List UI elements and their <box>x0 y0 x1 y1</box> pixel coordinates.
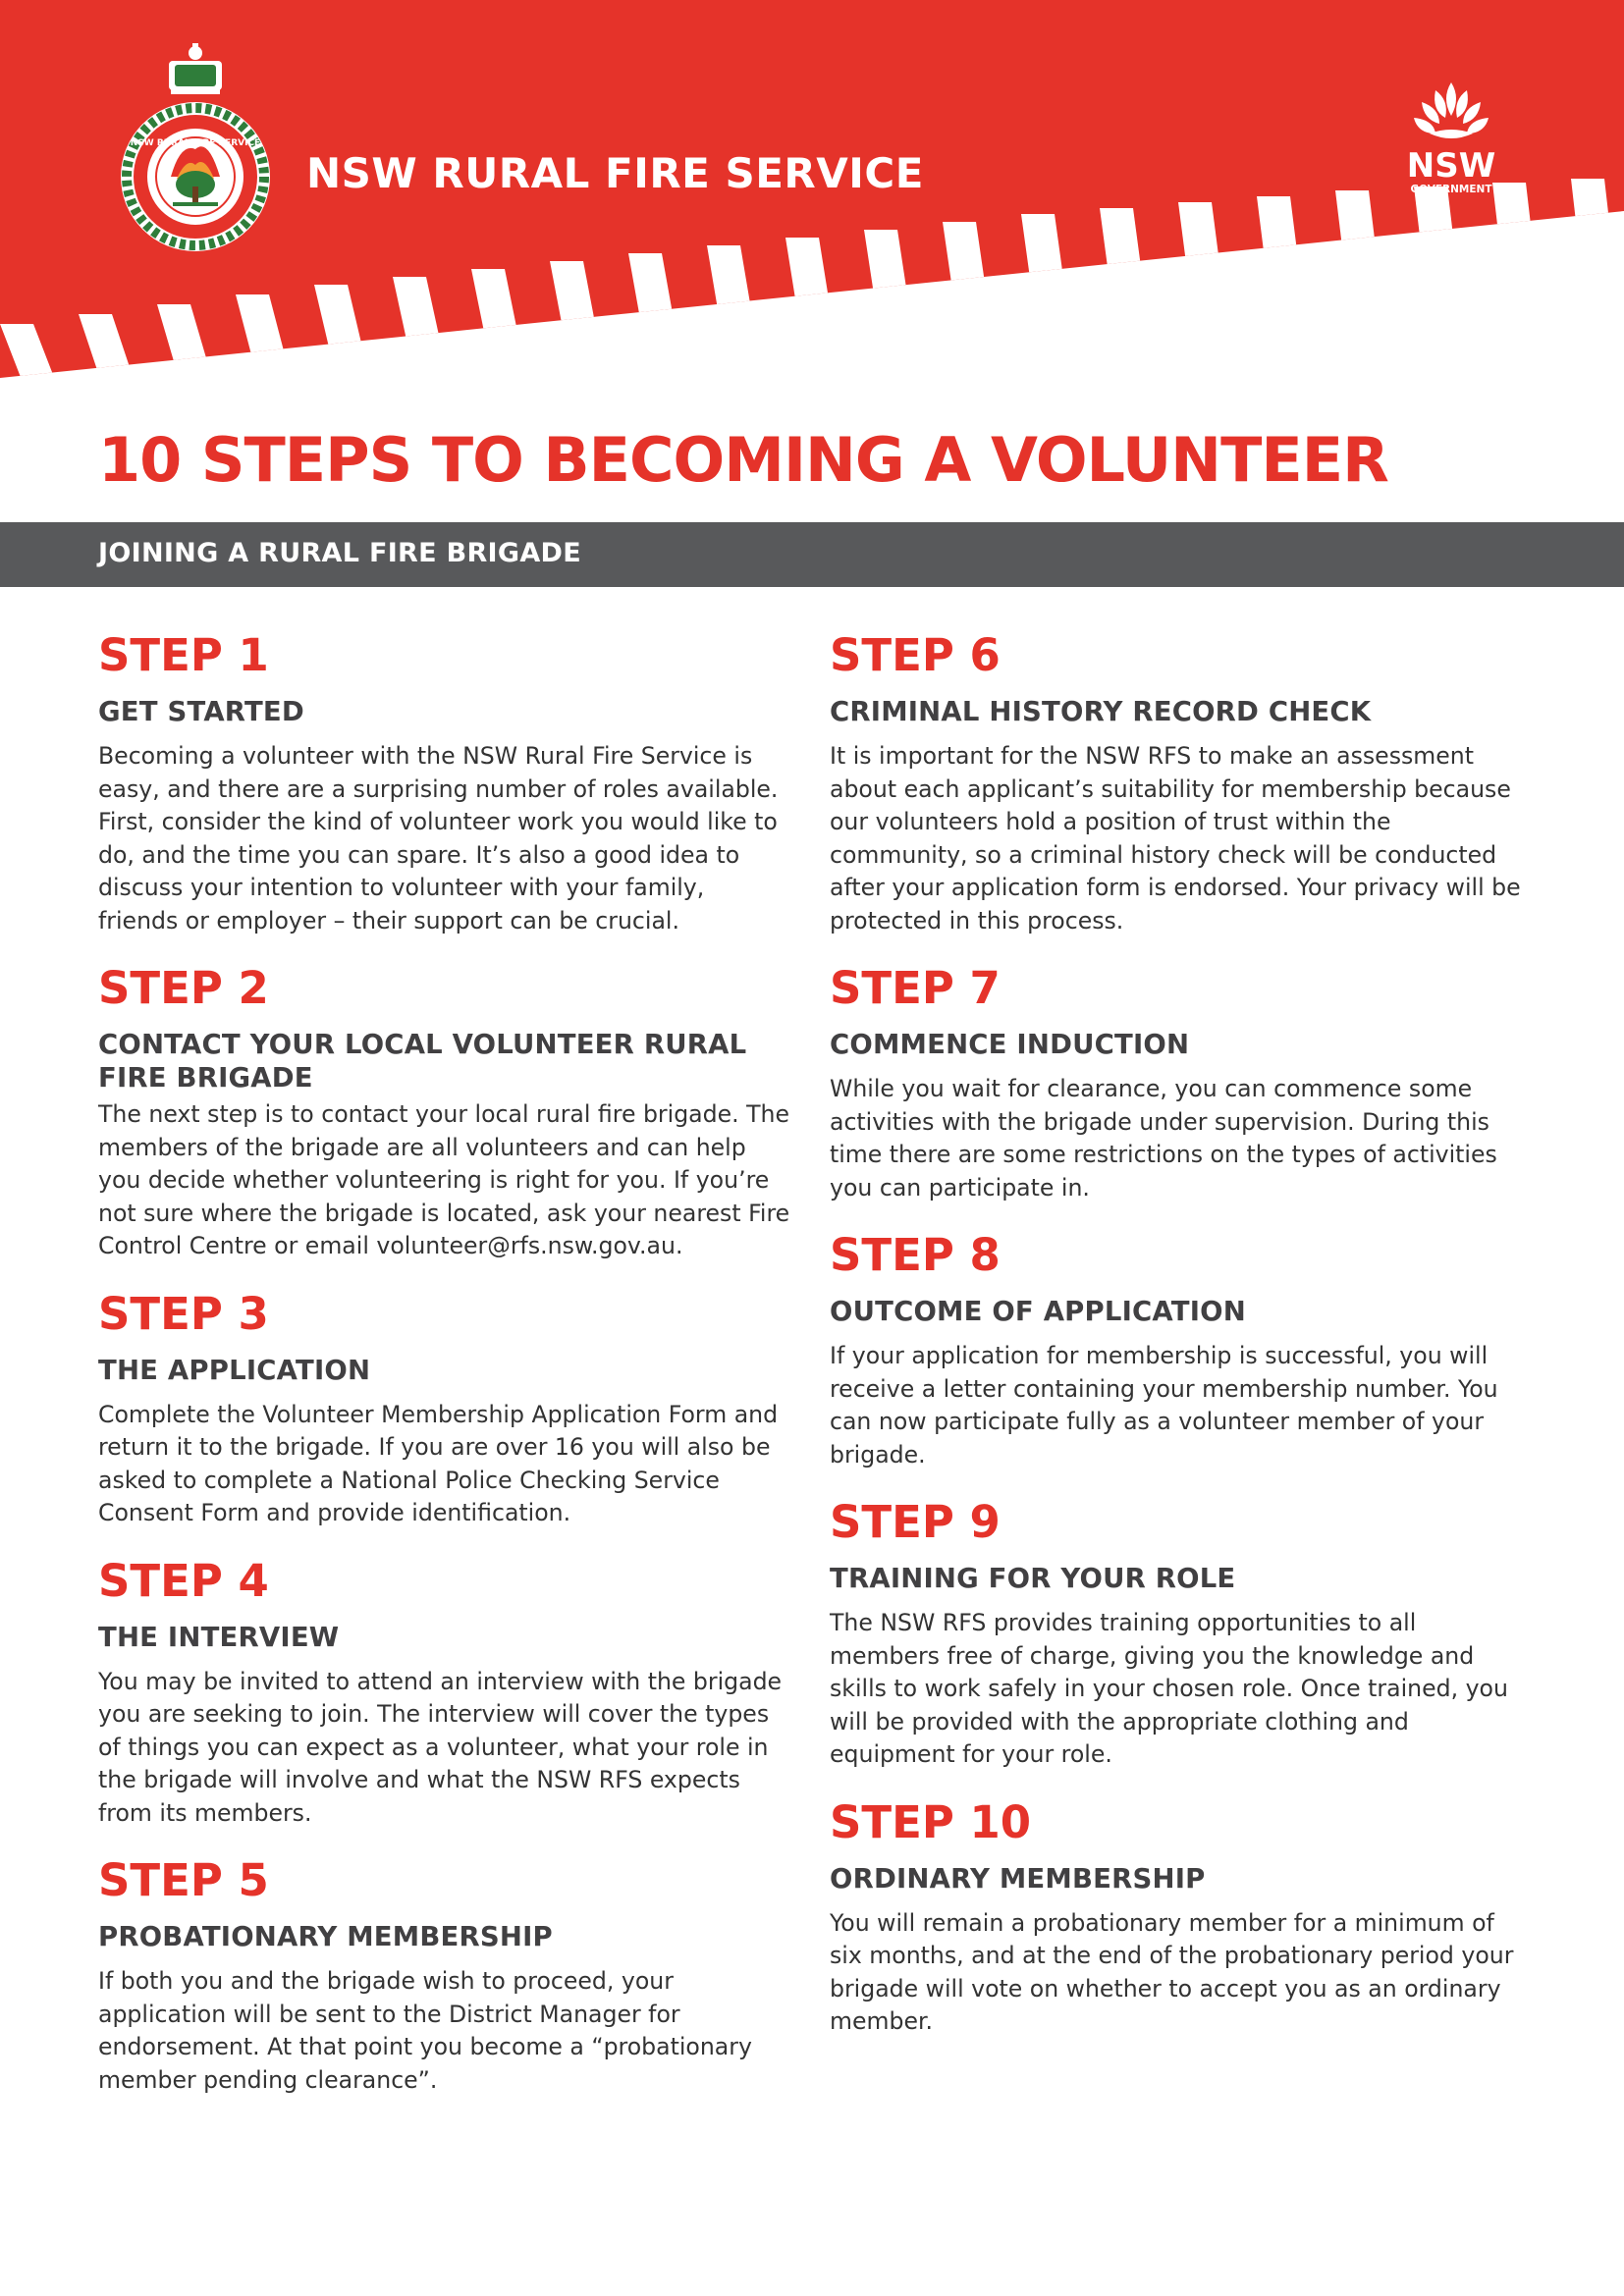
step-number: STEP 6 <box>830 629 1001 681</box>
step-number: STEP 8 <box>830 1229 1001 1281</box>
org-name: NSW RURAL FIRE SERVICE <box>306 149 924 197</box>
step-4 <box>98 1554 790 1831</box>
step-number: STEP 10 <box>830 1795 1032 1848</box>
crown-icon <box>169 43 222 94</box>
step-9 <box>830 1495 1522 1772</box>
right-column <box>830 628 1522 2062</box>
step-body: While you wait for clearance, you can commence some activities with the brigade under supervision. During this time there are some restrictions on the types of activities you can participate in. <box>830 1075 1497 1201</box>
step-body: The NSW RFS provides training opportunities to all members free of charge, giving you the knowledge and skills to work safely in your chosen role. Once trained, you will be provided with the appropriate clothing and equipment for your role. <box>830 1609 1508 1768</box>
step-number: STEP 2 <box>98 962 269 1014</box>
rfs-logo-text: NSW RURAL FIRE SERVICE <box>130 138 261 148</box>
subheading-bar <box>0 522 1624 587</box>
step-7 <box>830 961 1522 1204</box>
nsw-government-logo <box>1392 79 1510 201</box>
step-body: It is important for the NSW RFS to make an assessment about each applicant’s suitability for membership because our volunteers hold a position of trust within the community, so a criminal history check will be conducted after your application form is endorsed. Your privacy will be protected in this process. <box>830 742 1521 934</box>
step-3 <box>98 1287 790 1530</box>
nsw-logo-subtext: GOVERNMENT <box>1410 184 1492 195</box>
step-heading: THE APPLICATION <box>98 1354 371 1386</box>
step-1 <box>98 628 790 937</box>
step-number: STEP 7 <box>830 962 1001 1014</box>
step-heading: COMMENCE INDUCTION <box>830 1029 1190 1060</box>
subheading-text: JOINING A RURAL FIRE BRIGADE <box>98 538 582 568</box>
left-column <box>98 628 790 2120</box>
step-number: STEP 9 <box>830 1496 1001 1548</box>
step-number: STEP 4 <box>98 1554 269 1607</box>
step-number: STEP 1 <box>98 629 269 681</box>
step-body: You will remain a probationary member for a minimum of six months, and at the end of the probationary period your brigade will vote on whether to accept you as an ordinary member. <box>830 1908 1514 2035</box>
waratah-icon <box>1414 82 1489 138</box>
step-body: If your application for membership is successful, you will receive a letter containing your membership number. You can now participate fully as a volunteer member of your brigade. <box>830 1342 1498 1468</box>
step-heading: CRIMINAL HISTORY RECORD CHECK <box>830 696 1372 727</box>
step-body: The next step is to contact your local rural fire brigade. The members of the brigade are all volunteers and can help you decide whether volunteering is right for you. If you’re not sure where the brigade is located, ask your nearest Fire Control Centre or email volunteer@rfs.nsw.gov.au. <box>98 1100 790 1259</box>
step-heading: GET STARTED <box>98 696 304 727</box>
step-heading: THE INTERVIEW <box>98 1621 340 1653</box>
step-heading: PROBATIONARY MEMBERSHIP <box>98 1921 553 1952</box>
step-number: STEP 5 <box>98 1854 269 1906</box>
step-body: If both you and the brigade wish to proceed, your application will be sent to the District Manager for endorsement. At that point you become a “probationary member pending clearance”. <box>98 1967 752 2094</box>
step-body: You may be invited to attend an interview with the brigade you are seeking to join. The interview will cover the types of things you can expect as a volunteer, what your role in the brigade will involve and what the NSW RFS expects from its members. <box>98 1667 783 1827</box>
step-heading: CONTACT YOUR LOCAL VOLUNTEER RURAL FIRE BRIGADE <box>98 1029 747 1094</box>
step-number: STEP 3 <box>98 1287 269 1340</box>
page-title: 10 STEPS TO BECOMING A VOLUNTEER <box>98 424 1388 496</box>
step-heading: OUTCOME OF APPLICATION <box>830 1296 1246 1327</box>
step-6 <box>830 628 1522 937</box>
step-10 <box>830 1795 1522 2039</box>
step-heading: ORDINARY MEMBERSHIP <box>830 1862 1206 1895</box>
nsw-logo-text: NSW <box>1406 146 1496 186</box>
step-heading: TRAINING FOR YOUR ROLE <box>830 1563 1236 1594</box>
step-2 <box>98 961 790 1263</box>
step-5 <box>98 1853 790 2097</box>
step-body: Complete the Volunteer Membership Application Form and return it to the brigade. If you are over 16 you will also be asked to complete a National Police Checking Service Consent Form and provide identification. <box>98 1400 779 1526</box>
step-body: Becoming a volunteer with the NSW Rural Fire Service is easy, and there are a surprising number of roles available. First, consider the kind of volunteer work you would like to do, and the time you can spare. It’s also a good idea to discuss your intention to volunteer with your family, friends or employer – their support can be crucial. <box>98 742 779 934</box>
rfs-crest-logo <box>102 39 289 255</box>
step-8 <box>830 1228 1522 1471</box>
